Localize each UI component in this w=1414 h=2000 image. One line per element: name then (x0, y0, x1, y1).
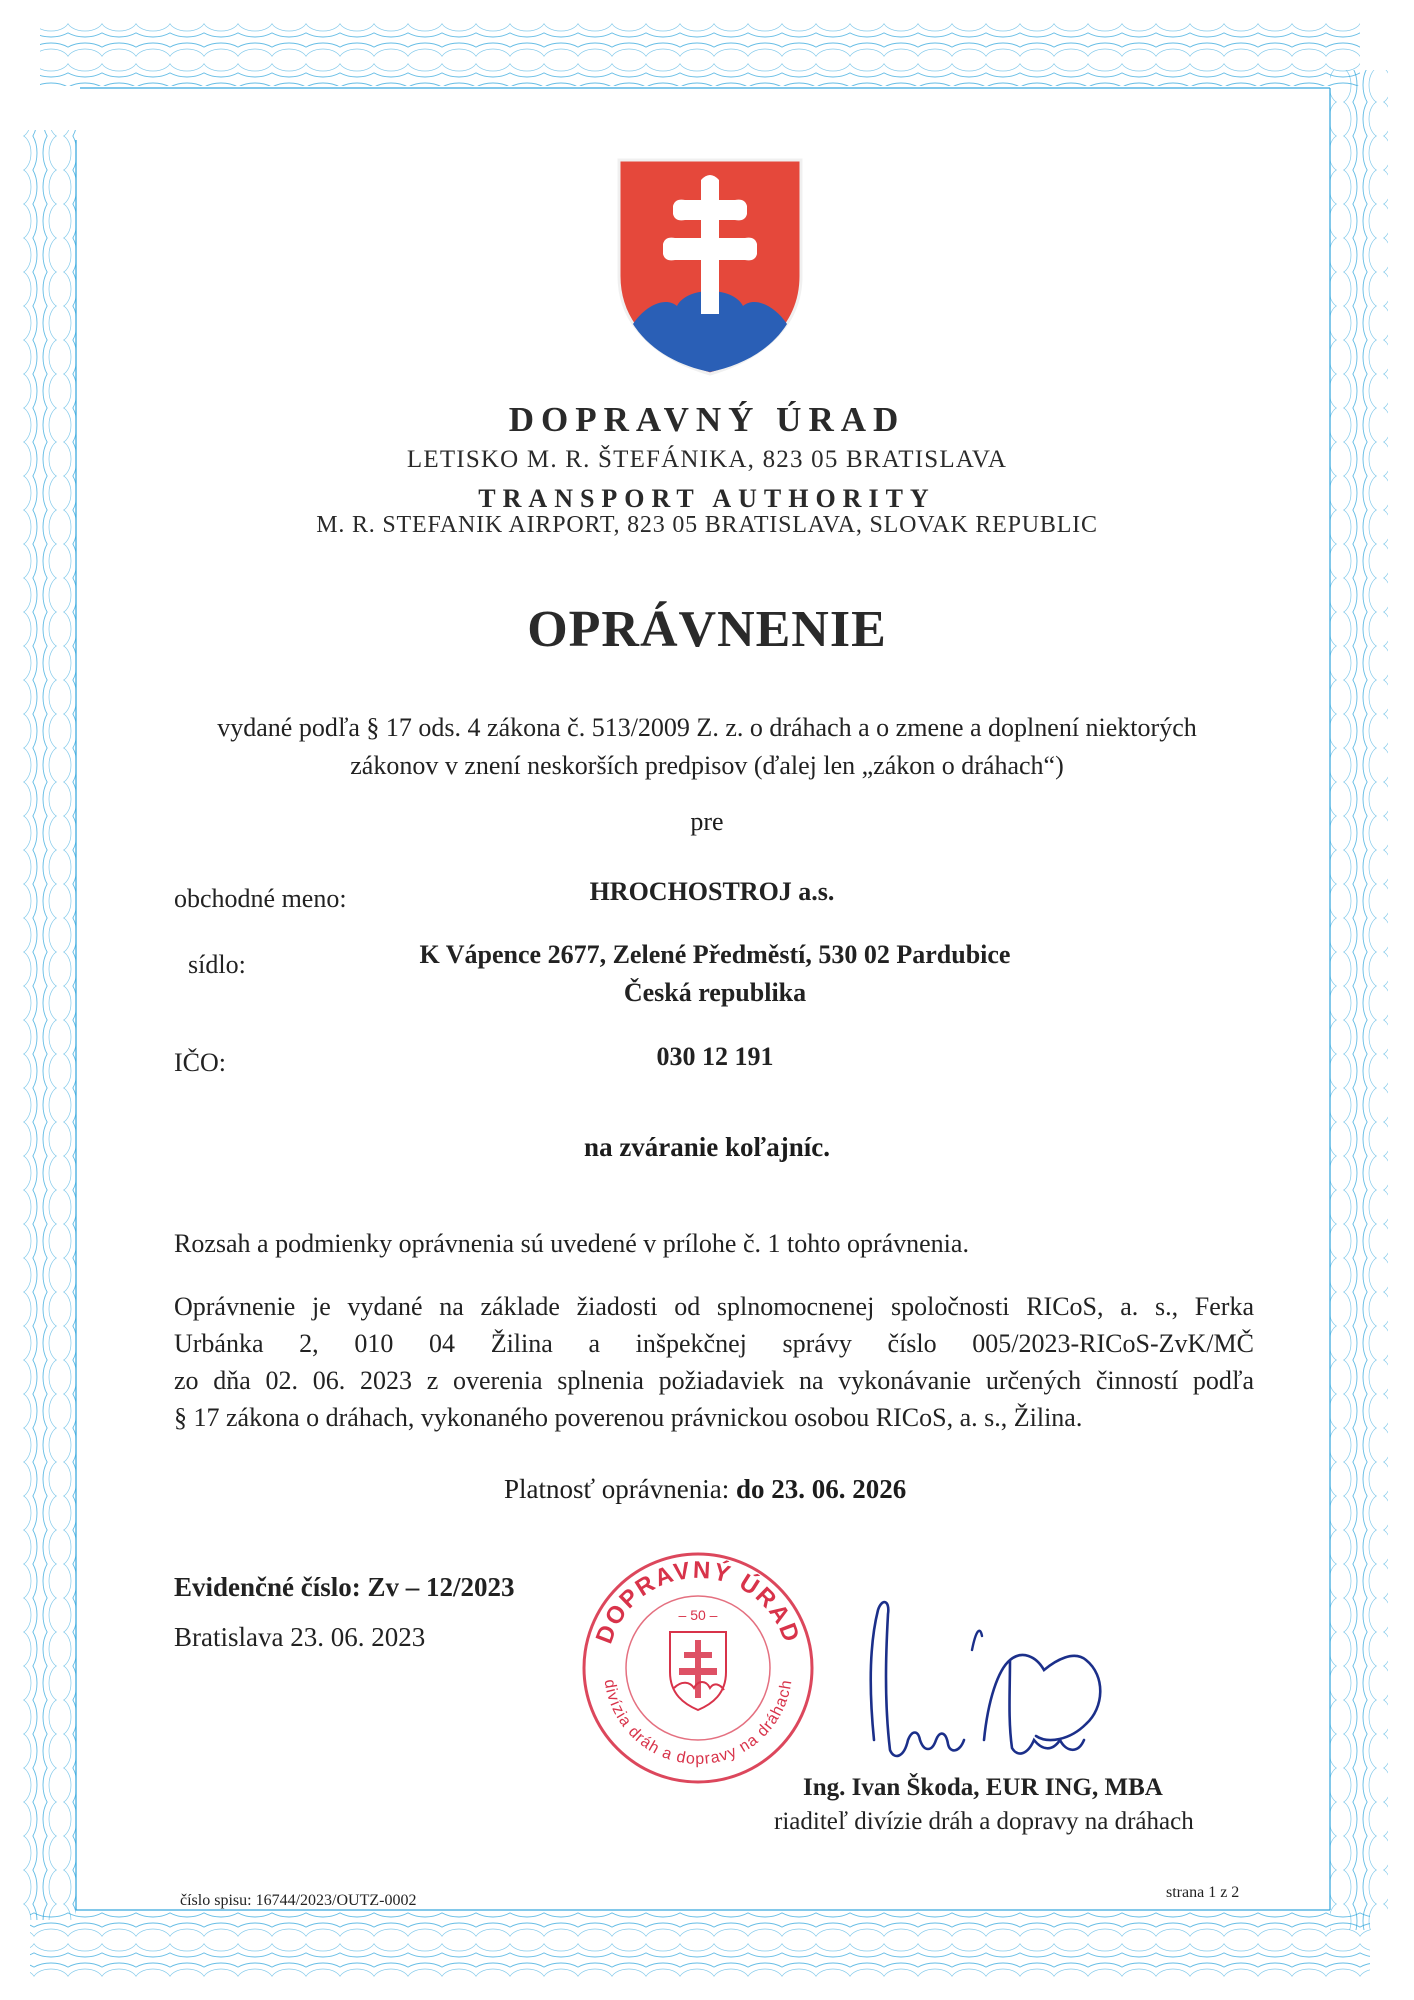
intro-line-1: vydané podľa § 17 ods. 4 zákona č. 513/2009 Z. z. o dráhach a o zmene a doplnení niektorých (217, 713, 1197, 742)
scope-paragraph: Rozsah a podmienky oprávnenia sú uvedené v prílohe č. 1 tohto oprávnenia. (174, 1229, 969, 1258)
authority-name-sk: DOPRAVNÝ ÚRAD (508, 400, 906, 439)
ico-label: IČO: (174, 1048, 226, 1077)
stamp-number: – 50 – (678, 1607, 718, 1623)
intro-line-2: zákonov v znení neskorších predpisov (ďalej len „zákon o dráhach“) (350, 751, 1064, 780)
seat-label: sídlo: (188, 950, 246, 979)
signer-position: riaditeľ divízie dráh a dopravy na dráhach (774, 1808, 1194, 1835)
authorized-activity: na zváranie koľajníc. (584, 1132, 830, 1162)
stamp-top-text: DOPRAVNÝ ÚRAD (590, 1556, 806, 1648)
slovak-coat-of-arms-icon (615, 156, 805, 376)
handwritten-signature (860, 1590, 1130, 1770)
official-stamp (578, 1548, 818, 1788)
document-title: OPRÁVNENIE (527, 601, 887, 658)
basis-line-2: Urbánka 2, 010 04 Žilina a inšpekčnej správy číslo 005/2023-RICoS-ZvK/MČ (174, 1329, 1254, 1358)
for-label: pre (690, 807, 724, 836)
validity-label: Platnosť oprávnenia: (504, 1474, 730, 1504)
basis-line-1: Oprávnenie je vydané na základe žiadosti od splnomocnenej spoločnosti RICoS, a. s., Ferka (174, 1292, 1254, 1321)
page-number: strana 1 z 2 (1166, 1884, 1240, 1901)
authority-address-en: M. R. STEFANIK AIRPORT, 823 05 BRATISLAVA, SLOVAK REPUBLIC (316, 512, 1098, 538)
signer-name: Ing. Ivan Škoda, EUR ING, MBA (803, 1774, 1163, 1801)
registration-number: Evidenčné číslo: Zv – 12/2023 (174, 1572, 515, 1602)
authority-address-sk: LETISKO M. R. ŠTEFÁNIKA, 823 05 BRATISLAVA (406, 446, 1008, 473)
stamp-bottom-text: divízia dráh a dopravy na dráhach (600, 1678, 796, 1769)
ico-value: 030 12 191 (656, 1042, 774, 1071)
company-name-label: obchodné meno: (174, 884, 347, 913)
seat-line-1: K Vápence 2677, Zelené Předměstí, 530 02 Pardubice (419, 940, 1011, 969)
validity (504, 1474, 906, 1505)
validity-value: do 23. 06. 2026 (736, 1474, 907, 1504)
legal-basis-intro (0, 709, 1414, 785)
basis-line-4: § 17 zákona o dráhach, vykonaného poverenou právnickou osobou RICoS, a. s., Žilina. (174, 1403, 1083, 1432)
basis-paragraph (174, 1288, 1254, 1436)
seat-line-2: Česká republika (623, 978, 807, 1007)
place-and-date: Bratislava 23. 06. 2023 (174, 1622, 426, 1652)
company-name-value: HROCHOSTROJ a.s. (589, 877, 835, 906)
authority-name-en: TRANSPORT AUTHORITY (478, 484, 936, 513)
svg-text:DOPRAVNÝ ÚRAD (591, 1557, 805, 1648)
basis-line-3: zo dňa 02. 06. 2023 z overenia splnenia požiadaviek na vykonávanie určených činností podľa (174, 1366, 1254, 1395)
file-number: číslo spisu: 16744/2023/OUTZ-0002 (180, 1892, 417, 1909)
